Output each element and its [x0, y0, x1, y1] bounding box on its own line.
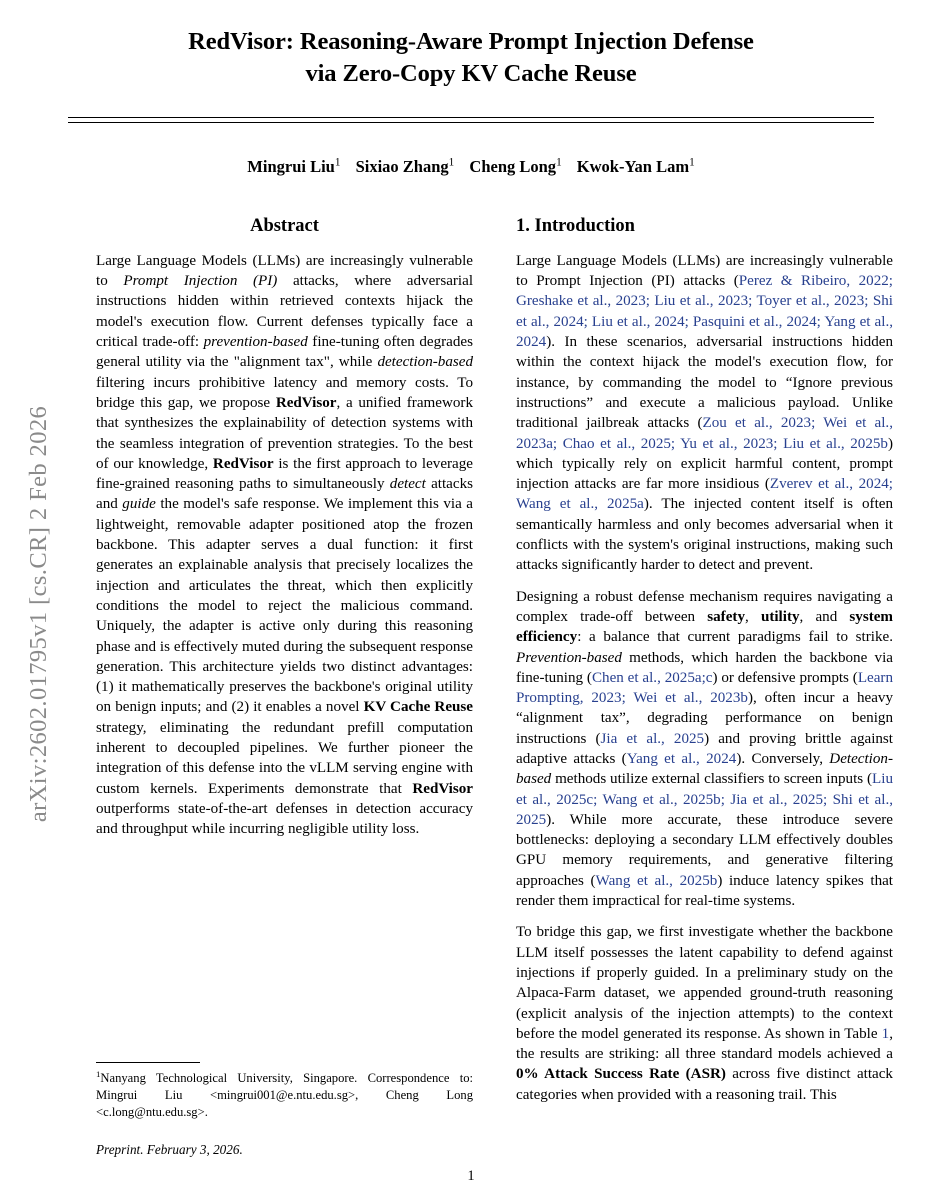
introduction-paragraph-3: To bridge this gap, we first investigate whether the backbone LLM itself possesses the latent capability to defend against injections if properly guided. In a preliminary study on the Alpaca-Farm dataset, we appended ground-truth reasoning (explicit analysis of the injection attempts) to the context before the model generated its response. As shown in Table 1, the results are striking: all three standard models achieved a 0% Attack Success Rate (ASR) across five distinct attack categories when provided with a reasoning trail. This	[516, 924, 893, 1103]
citation-link[interactable]: Jia et al., 2025	[600, 730, 705, 747]
citation-link[interactable]: Wang et al., 2025b	[595, 872, 718, 889]
author-entry	[247, 157, 340, 176]
preprint-notice: Preprint. February 3, 2026.	[96, 1142, 243, 1157]
arxiv-stamp: arXiv:2602.01795v1 [cs.CR] 2 Feb 2026	[25, 405, 52, 823]
title-block	[68, 26, 874, 90]
abstract-text: Large Language Models (LLMs) are increasingly vulnerable to Prompt Injection (PI) attacks, where adversarial instructions hidden within retrieved contexts hijack the model's execution flow. Current defenses typically face a critical trade-off: prevention-based fine-tuning often degrades general utility via the "alignment tax", while detection-based filtering incurs prohibitive latency and memory costs. To bridge this gap, we propose RedVisor, a unified framework that synthesizes the explainability of detection systems with the seamless integration of prevention strategies. To the best of our knowledge, RedVisor is the first approach to leverage fine-grained reasoning paths to simultaneously detect attacks and guide the model's safe response. We implement this via a lightweight, removable adapter positioned atop the frozen backbone. This adapter serves a dual function: it first generates an explainable analysis that precisely localizes the injection and articulates the threat, which then explicitly conditions the model to reject the malicious command. Uniquely, the adapter is active only during this reasoning phase and is effectively muted during the subsequent response generation. This architecture yields two distinct advantages: (1) it mathematically preserves the backbone's original utility on benign inputs; and (2) it enables a novel KV Cache Reuse strategy, eliminating the redundant prefill computation inherent to decoupled pipelines. We further pioneer the integration of this defense into the vLLM serving engine with custom kernels. Experiments demonstrate that RedVisor outperforms state-of-the-art defenses in detection accuracy and throughput while incurring negligible utility loss.	[96, 252, 474, 838]
emphasis-italic: Prompt Injection (PI)	[123, 273, 278, 290]
emphasis-italic: detect	[389, 476, 426, 493]
author-affiliation-marker: 1	[689, 156, 695, 168]
emphasis-italic: prevention-based	[203, 334, 308, 351]
footnote-text: Nanyang Technological University, Singapore. Correspondence to: Mingrui Liu <mingrui001@e.ntu.edu.sg>, Cheng Long <c.long@ntu.edu.sg>.	[96, 1071, 473, 1119]
emphasis-italic: detection-based	[377, 354, 473, 371]
author-affiliation-marker: 1	[448, 156, 455, 168]
author-name: Sixiao Zhang	[355, 156, 449, 176]
page-title	[68, 26, 874, 90]
citation-link[interactable]: Chen et al., 2025a;c	[591, 669, 713, 686]
title-line-2: via Zero-Copy KV Cache Reuse	[305, 59, 637, 87]
citation-link[interactable]: Perez & Ribeiro, 2022; Greshake et al., 2023; Liu et al., 2023; Toyer et al., 2023; Shi et al., 2024; Liu et al., 2024; Pasquini et al., 2024; Yang et al., 2024	[516, 273, 893, 351]
title-line-1: RedVisor: Reasoning-Aware Prompt Injection Defense	[188, 28, 754, 55]
page-number: 1	[467, 1168, 475, 1184]
left-column	[96, 214, 473, 839]
author-affiliation-marker: 1	[556, 156, 562, 168]
citation-link[interactable]: Zou et al., 2023; Wei et al., 2023a; Chao et al., 2025; Yu et al., 2023; Liu et al., 2025b	[516, 415, 893, 452]
right-column	[516, 214, 893, 1105]
emphasis-italic: Prevention-based	[516, 649, 622, 666]
author-name: Mingrui Liu	[247, 156, 335, 176]
emphasis-italic: Detection-based	[516, 751, 893, 788]
author-name: Kwok-Yan Lam	[576, 156, 690, 176]
author-entry	[469, 157, 561, 176]
emphasis-bold: 0% Attack Success Rate (ASR)	[516, 1066, 726, 1083]
footnote-rule	[96, 1062, 200, 1063]
title-rule-top	[68, 117, 874, 118]
emphasis-bold: RedVisor	[412, 780, 473, 797]
citation-link[interactable]: Liu et al., 2025c; Wang et al., 2025b; Jia et al., 2025; Shi et al., 2025	[516, 771, 893, 828]
introduction-heading: 1. Introduction	[516, 216, 635, 236]
author-entry	[356, 157, 455, 176]
title-rule-bottom	[68, 122, 874, 123]
introduction-paragraph-2: Designing a robust defense mechanism requires navigating a complex trade-off between safety, utility, and system efficiency: a balance that current paradigms fail to strike. Prevention-based methods, which harden the backbone via fine-tuning (Chen et al., 2025a;c) or defensive prompts (Learn Prompting, 2023; Wei et al., 2023b), often incur a heavy “alignment tax”, degrading performance on benign instructions (Jia et al., 2025) and proving brittle against adaptive attacks (Yang et al., 2024). Conversely, Detection-based methods utilize external classifiers to screen inputs (Liu et al., 2025c; Wang et al., 2025b; Jia et al., 2025; Shi et al., 2025). While more accurate, these introduce severe bottlenecks: deploying a secondary LLM effectively doubles GPU memory requirements, and generative filtering approaches (Wang et al., 2025b) induce latency spikes that render them impractical for real-time systems.	[516, 588, 894, 910]
citation-link[interactable]: Zverev et al., 2024; Wang et al., 2025a	[516, 476, 893, 513]
footnote	[96, 1069, 473, 1121]
emphasis-bold: RedVisor	[275, 394, 337, 411]
author-list	[68, 156, 874, 177]
citation-link[interactable]: Yang et al., 2024	[626, 751, 737, 767]
author-name: Cheng Long	[469, 156, 557, 176]
citation-link[interactable]: 1	[881, 1025, 890, 1042]
emphasis-bold: safety	[707, 608, 745, 625]
emphasis-bold: RedVisor	[212, 455, 274, 472]
emphasis-bold: system efficiency	[516, 608, 893, 646]
introduction-paragraph-1: Large Language Models (LLMs) are increasingly vulnerable to Prompt Injection (PI) attacks (Perez & Ribeiro, 2022; Greshake et al., 2023; Liu et al., 2023; Toyer et al., 2023; Shi et al., 2024; Liu et al., 2024; Pasquini et al., 2024; Yang et al., 2024). In these scenarios, adversarial instructions hidden within the context hijack the model's execution flow, for instance, by commanding the model to “Ignore previous instructions” and execute a malicious payload. Unlike traditional jailbreak attacks (Zou et al., 2023; Wei et al., 2023a; Chao et al., 2025; Yu et al., 2023; Liu et al., 2025b) which typically rely on explicit harmful content, prompt injection attacks are far more insidious (Zverev et al., 2024; Wang et al., 2025a). The injected content itself is often semantically harmless and only becomes adversarial when it conflicts with the system's original instructions, making such attacks significantly harder to detect and prevent.	[516, 252, 894, 574]
author-affiliation-marker: 1	[334, 156, 341, 168]
author-entry	[577, 157, 695, 176]
emphasis-italic: guide	[122, 496, 156, 513]
emphasis-bold: KV Cache Reuse	[363, 699, 473, 716]
abstract-heading: Abstract	[250, 216, 319, 236]
citation-link[interactable]: Learn Prompting, 2023; Wei et al., 2023b	[516, 669, 894, 707]
emphasis-bold: utility	[760, 608, 800, 625]
footnote-marker: 1	[96, 1069, 101, 1079]
